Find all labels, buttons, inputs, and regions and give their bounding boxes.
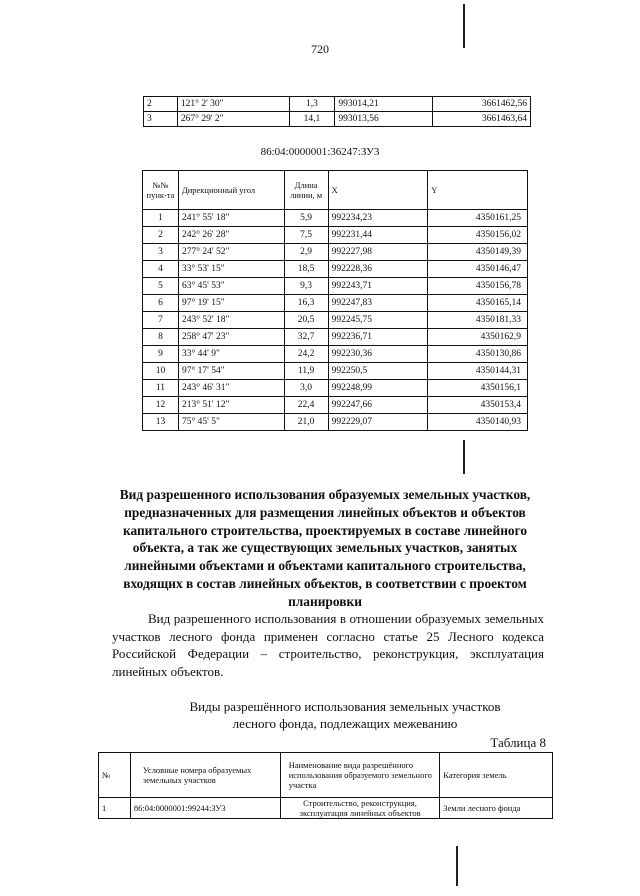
table-row — [143, 414, 528, 431]
col-header-length: Длина линии, м — [284, 171, 328, 210]
cell-length: 3,0 — [284, 380, 328, 397]
cell-y: 4350144,31 — [428, 363, 528, 380]
cell-x: 992230,36 — [328, 346, 428, 363]
cell-x: 992243,71 — [328, 278, 428, 295]
table8-title-line2: лесного фонда, подлежащих межеванию — [232, 716, 458, 731]
parcel-id: 86:04:0000001:36247:ЗУ3 — [260, 146, 380, 158]
cell-angle: 277° 24' 52" — [178, 244, 284, 261]
cell-angle: 75° 45' 5" — [178, 414, 284, 431]
table-row — [143, 397, 528, 414]
top-coordinate-table — [143, 96, 531, 127]
cell-x: 993014,21 — [335, 97, 433, 112]
cell-point-number: 6 — [143, 295, 179, 312]
cell-x: 992248,99 — [328, 380, 428, 397]
table-row — [143, 380, 528, 397]
cell-length: 32,7 — [284, 329, 328, 346]
cell-point-number: 13 — [143, 414, 179, 431]
cell-x: 993013,56 — [335, 112, 433, 127]
table-row — [143, 346, 528, 363]
cell-point-number: 2 — [143, 227, 179, 244]
cell-length: 20,5 — [284, 312, 328, 329]
cell-length: 18,5 — [284, 261, 328, 278]
col-header-x: X — [328, 171, 428, 210]
t8-header-number: № — [99, 753, 131, 798]
cell-length: 7,5 — [284, 227, 328, 244]
cell-point-number: 4 — [143, 261, 179, 278]
cell-angle: 33° 44' 9" — [178, 346, 284, 363]
cell-point-number: 2 — [144, 97, 178, 112]
cell-length: 9,3 — [284, 278, 328, 295]
col-header-y: Y — [428, 171, 528, 210]
cell-x: 992228,36 — [328, 261, 428, 278]
col-header-angle: Дирекционный угол — [178, 171, 284, 210]
cell-angle: 97° 19' 15" — [178, 295, 284, 312]
scan-mark-top — [463, 4, 465, 48]
cell-angle: 97° 17' 54" — [178, 363, 284, 380]
t8-cell-category: Земли лесного фонда — [440, 798, 553, 819]
cell-y: 4350130,86 — [428, 346, 528, 363]
table-row — [144, 97, 531, 112]
table8-label: Таблица 8 — [490, 735, 546, 750]
cell-point-number: 10 — [143, 363, 179, 380]
cell-y: 4350181,33 — [428, 312, 528, 329]
cell-angle: 243° 46' 31" — [178, 380, 284, 397]
col-header-number: №№ пунк-та — [143, 171, 179, 210]
cell-angle: 213° 51' 12" — [178, 397, 284, 414]
cell-angle: 63° 45' 53" — [178, 278, 284, 295]
cell-point-number: 11 — [143, 380, 179, 397]
table-row — [143, 261, 528, 278]
cell-y: 4350146,47 — [428, 261, 528, 278]
t8-cell-number: 1 — [99, 798, 131, 819]
cell-x: 992245,75 — [328, 312, 428, 329]
table-row — [143, 210, 528, 227]
cell-length: 14,1 — [289, 112, 335, 127]
cell-y: 3661462,56 — [433, 97, 531, 112]
page-number: 720 — [311, 42, 329, 56]
cell-x: 992231,44 — [328, 227, 428, 244]
table-row — [143, 363, 528, 380]
cell-angle: 33° 53' 15" — [178, 261, 284, 278]
cell-y: 4350162,9 — [428, 329, 528, 346]
cell-y: 4350156,1 — [428, 380, 528, 397]
cell-point-number: 3 — [143, 244, 179, 261]
cell-length: 16,3 — [284, 295, 328, 312]
table-row — [143, 312, 528, 329]
section-heading: Вид разрешенного использования образуемых земельных участков, предназначенных для размещения линейных объектов и объектов капитального строительства, проектируемых в составе линейного объекта, а так же существующих земельных участков, занятых линейными объектами и объектами капитального строительства, входящих в состав линейных объектов, в соответствии с проектом планировки — [119, 487, 531, 609]
cell-x: 992247,83 — [328, 295, 428, 312]
cell-length: 11,9 — [284, 363, 328, 380]
cell-angle: 241° 55' 18" — [178, 210, 284, 227]
table-row — [143, 227, 528, 244]
cell-point-number: 12 — [143, 397, 179, 414]
t8-header-use-type: Наименование вида разрешённого использования образуемого земельного участка — [280, 753, 440, 798]
table8 — [98, 752, 553, 819]
cell-point-number: 7 — [143, 312, 179, 329]
table8-title — [120, 698, 570, 732]
cell-angle: 243° 52' 18" — [178, 312, 284, 329]
scan-mark-middle — [463, 440, 465, 474]
cell-angle: 121° 2' 30" — [177, 97, 289, 112]
table-row — [143, 244, 528, 261]
scan-mark-bottom — [456, 846, 458, 886]
cell-y: 4350140,93 — [428, 414, 528, 431]
table-row — [143, 278, 528, 295]
cell-point-number: 1 — [143, 210, 179, 227]
cell-angle: 258° 47' 23" — [178, 329, 284, 346]
cell-x: 992229,07 — [328, 414, 428, 431]
cell-x: 992236,71 — [328, 329, 428, 346]
body-paragraph: Вид разрешенного использования в отношении образуемых земельных участков лесного фонда применен согласно статье 25 Лесного кодекса Российской Федерации – строительство, реконструкция, эксплуатация линейных объектов. — [112, 611, 544, 679]
cell-y: 4350153,4 — [428, 397, 528, 414]
cell-y: 4350156,02 — [428, 227, 528, 244]
cell-x: 992247,66 — [328, 397, 428, 414]
cell-point-number: 9 — [143, 346, 179, 363]
cell-point-number: 8 — [143, 329, 179, 346]
cell-x: 992227,98 — [328, 244, 428, 261]
t8-cell-parcel-number: 86:04:0000001:99244:ЗУ3 — [130, 798, 280, 819]
table-row — [143, 295, 528, 312]
coordinate-table — [142, 170, 528, 431]
cell-length: 5,9 — [284, 210, 328, 227]
cell-length: 21,0 — [284, 414, 328, 431]
t8-header-category: Категория земель — [440, 753, 553, 798]
table8-title-line1: Виды разрешённого использования земельных участков — [189, 699, 501, 714]
cell-y: 4350156,78 — [428, 278, 528, 295]
cell-angle: 267° 29' 2" — [177, 112, 289, 127]
cell-y: 4350165,14 — [428, 295, 528, 312]
t8-cell-use-type: Строительство, реконструкция, эксплуатация линейных объектов — [280, 798, 440, 819]
cell-length: 22,4 — [284, 397, 328, 414]
cell-x: 992234,23 — [328, 210, 428, 227]
cell-y: 4350149,39 — [428, 244, 528, 261]
cell-y: 4350161,25 — [428, 210, 528, 227]
cell-length: 2,9 — [284, 244, 328, 261]
t8-header-parcel-numbers: Условные номера образуемых земельных участков — [130, 753, 280, 798]
cell-length: 1,3 — [289, 97, 335, 112]
cell-point-number: 5 — [143, 278, 179, 295]
table-row — [144, 112, 531, 127]
cell-length: 24,2 — [284, 346, 328, 363]
table-row — [99, 798, 553, 819]
cell-x: 992250,5 — [328, 363, 428, 380]
cell-angle: 242° 26' 28" — [178, 227, 284, 244]
cell-y: 3661463,64 — [433, 112, 531, 127]
table-row — [143, 329, 528, 346]
cell-point-number: 3 — [144, 112, 178, 127]
